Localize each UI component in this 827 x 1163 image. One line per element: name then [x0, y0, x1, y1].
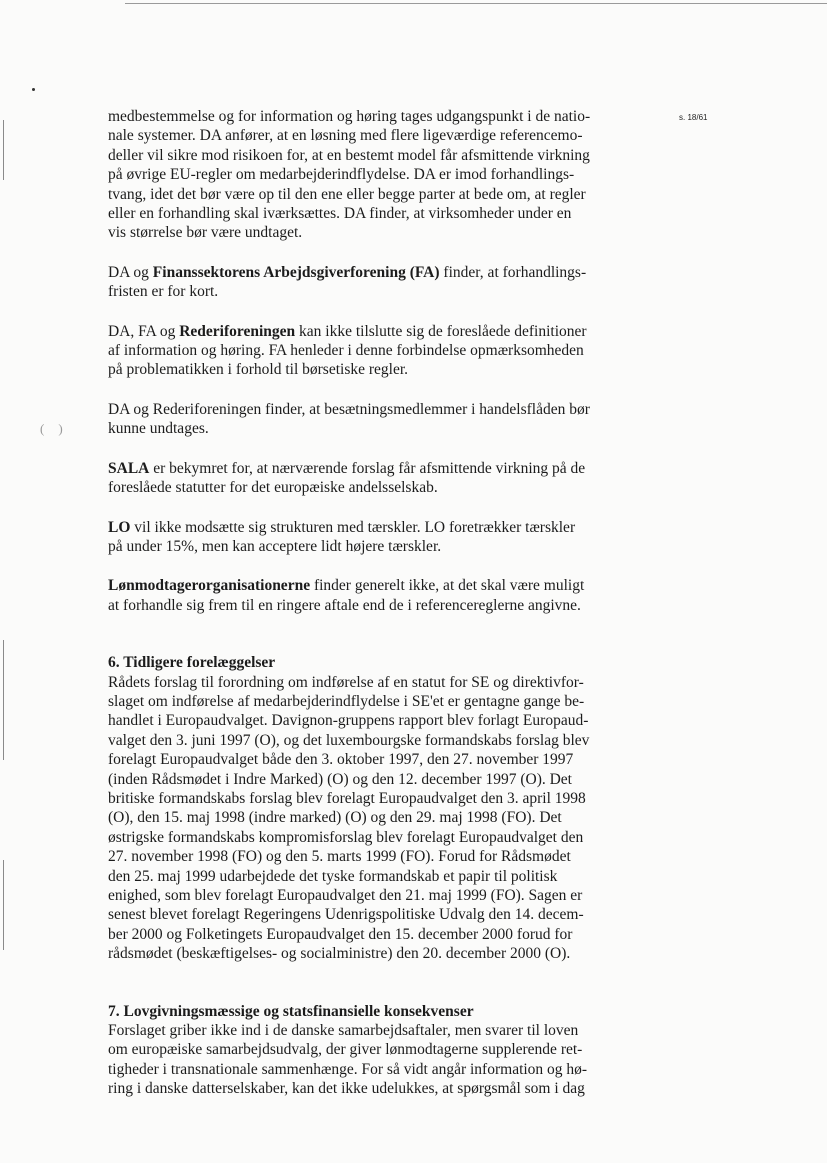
page-number: s. 18/61 — [679, 113, 708, 122]
paragraph-lonmodtagerorganisationerne: Lønmodtagerorganisationerne finder generelt ikke, at det skal være muligt at forhandle sig frem til en ringere aftale end de i referencereglerne angivne. — [108, 577, 585, 614]
paragraph-lo: LO vil ikke modsætte sig strukturen med tærskler. LO foretrækker tærskler på under 15%, men kan acceptere lidt højere tærskler. — [108, 518, 576, 555]
paragraph-sala: SALA er bekymret for, at nærværende forslag får afsmittende virkning på de foreslåede statutter for det europæiske andelsselskab. — [108, 459, 586, 497]
org-name: SALA — [108, 459, 150, 477]
org-name: Lønmodtagerorganisationerne — [108, 577, 311, 595]
paragraph-da-fa: DA og Finanssektorens Arbejdsgiverforening (FA) finder, at forhandlings- fristen er for kort. — [108, 263, 587, 301]
scan-dot — [32, 88, 35, 91]
org-name: Rederiforeningen — [179, 322, 296, 340]
org-name: LO — [108, 518, 131, 536]
paragraph-handelsflaaden: DA og Rederiforeningen finder, at besætningsmedlemmer i handelsflåden bør kunne undtages. — [108, 400, 590, 438]
document-body — [108, 107, 628, 1119]
scan-edge-mark — [3, 640, 4, 760]
org-name: Finanssektorens Arbejdsgiverforening (FA) — [152, 263, 440, 281]
section-7-body: Forslaget griber ikke ind i de danske samarbejdsaftaler, men svarer til loven om europæiske samarbejdsudvalg, der giver lønmodtagerne supplerende ret- tigheder i transnationale sammenhænge. For så vidt angår information og hø- ring i danske datterselskaber, kan det ikke udelukkes, at spørgsmål som i dag — [108, 1022, 588, 1098]
scan-edge-mark — [3, 860, 4, 950]
paragraph-rederiforeningen: DA, FA og Rederiforeningen kan ikke tilslutte sig de foreslåede definitioner af information og høring. FA henleder i denne forbindelse opmærksomheden på problematikken i forhold til børsetiske regler. — [108, 322, 587, 379]
scan-edge-mark — [3, 120, 4, 180]
section-7-heading: 7. Lovgivningsmæssige og statsfinansielle konsekvenser — [108, 1002, 474, 1020]
punch-hole-mark: () — [40, 421, 77, 436]
section-6-body: Rådets forslag til forordning om indførelse af en statut for SE og direktivfor- slaget om indførelse af medarbejderindflydelse i SE'et er gentagne gange be- handlet i Europaudvalget. Davignon-gruppens rapport blev forlagt Europaud- valget den 3. juni 1997 (O), og det luxembourgske formandskabs forslag blev forelagt Europaudvalget både den 3. oktober 1997, den 27. november 1997 (inden Rådsmødet i Indre Marked) (O) og den 12. december 1997 (O). Det britiske formandskabs forslag blev forelagt Europaudvalget den 3. april 1998 (O), den 15. maj 1998 (indre marked) (O) og den 29. maj 1998 (FO). Det østrigske formandskabs kompromisforslag blev forelagt Europaudvalget den 27. november 1998 (FO) og den 5. marts 1999 (FO). Forud for Rådsmødet den 25. maj 1999 udarbejdede det tyske formandskab et papir til politisk enighed, som blev forelagt Europaudvalget den 21. maj 1999 (FO). Sagen er senest blevet forelagt Regeringens Udenrigspolitiske Udvalg den 14. decem- ber 2000 og Folketingets Europaudvalget den 15. december 2000 forud for rådsmødet (beskæftigelses- og socialministre) den 20. december 2000 (O). — [108, 673, 590, 963]
section-6-heading: 6. Tidligere forelæggelser — [108, 654, 276, 672]
top-border-line — [125, 3, 827, 4]
paragraph-da-position: medbestemmelse og for information og høring tages udgangspunkt i de natio- nale systemer. DA anfører, at en løsning med flere ligeværdige referencemo- deller vil sikre mod risikoen for, at en bestemt model får afsmittende virkning på øvrige EU-regler om medarbejderindflydelse. DA er imod forhandlings- tvang, idet det bør være op til den ene eller begge parter at bede om, at regler eller en forhandling skal iværksættes. DA finder, at virksomheder under en vis størrelse bør være undtaget. — [108, 108, 591, 242]
